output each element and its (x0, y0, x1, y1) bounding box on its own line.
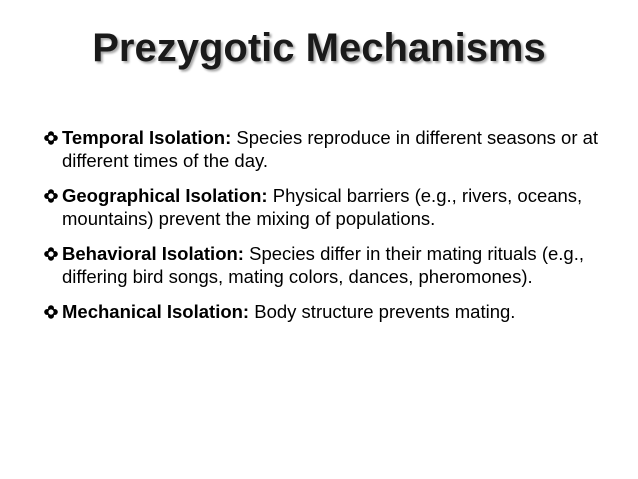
bullet-term: Behavioral Isolation: (62, 243, 244, 264)
flower-bullet-icon (44, 189, 58, 203)
bullet-text: Species reproduce in different seasons or at different times of the day. (62, 127, 599, 171)
bullet-text: Species differ in their mating rituals (e.g., differing bird songs, mating colors, dances, pheromones). (62, 243, 584, 287)
bullet-term: Temporal Isolation: (62, 127, 232, 148)
flower-bullet-icon (44, 131, 58, 145)
bullet-item (44, 300, 604, 323)
flower-bullet-icon (44, 247, 58, 261)
bullet-term: Mechanical Isolation: (62, 301, 250, 322)
bullet-term: Geographical Isolation: (62, 185, 268, 206)
bullet-list (44, 126, 604, 335)
bullet-text: Physical barriers (e.g., rivers, oceans, mountains) prevent the mixing of populations. (62, 185, 583, 229)
bullet-text: Body structure prevents mating. (249, 301, 516, 322)
bullet-item (44, 126, 604, 172)
slide-title: Prezygotic Mechanisms (92, 26, 546, 70)
bullet-item (44, 242, 604, 288)
flower-bullet-icon (44, 305, 58, 319)
bullet-item (44, 184, 604, 230)
